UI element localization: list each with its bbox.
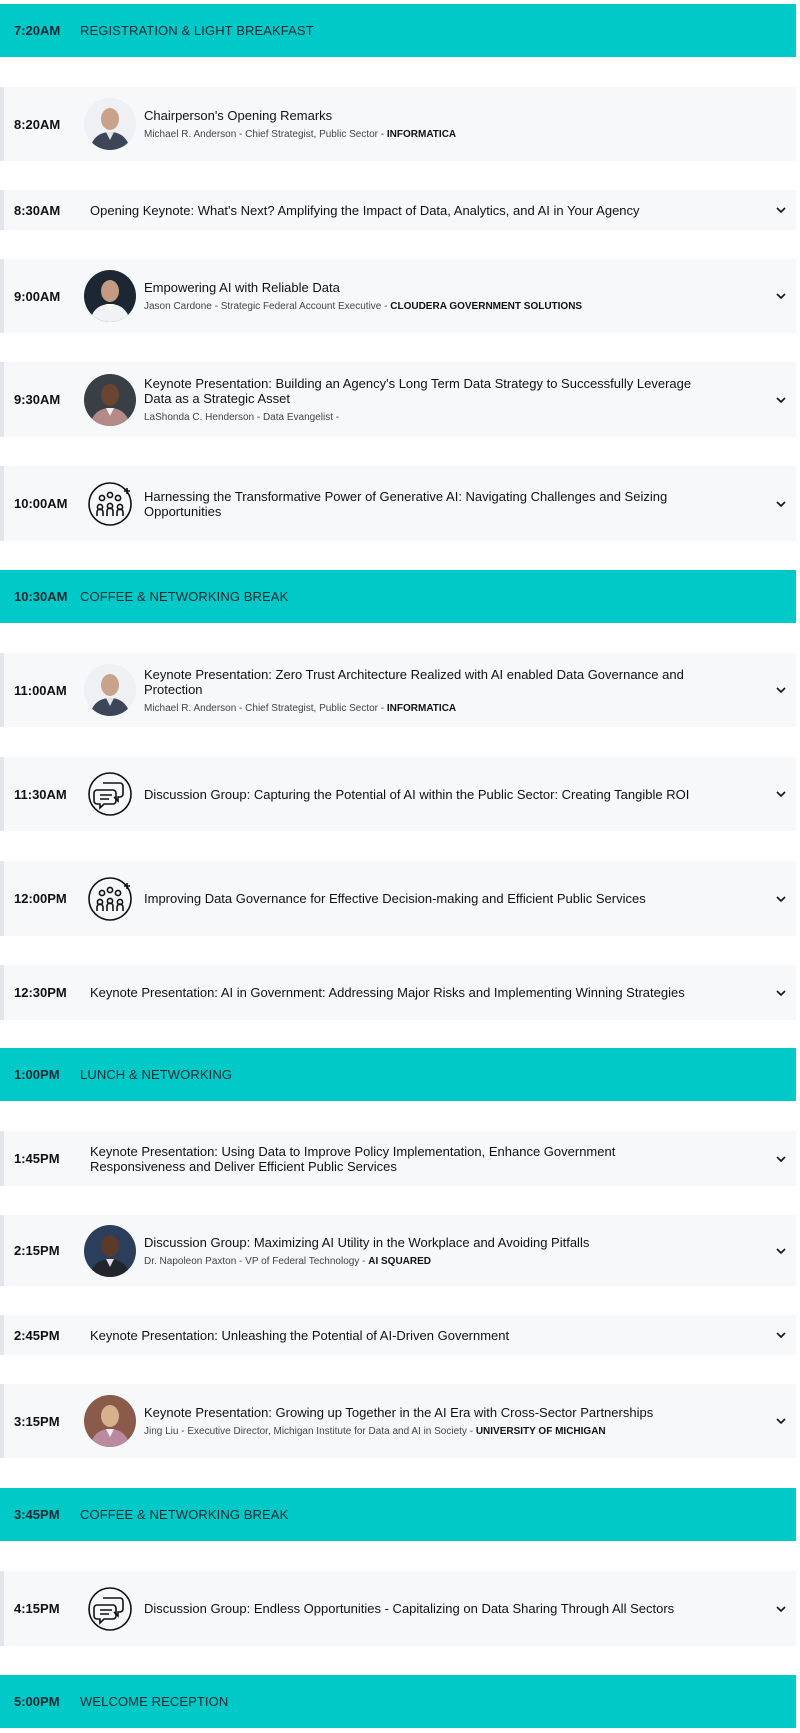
session-body — [144, 376, 696, 423]
session-body — [144, 280, 696, 312]
speaker-name: Jason Cardone - Strategic Federal Account Executive - — [144, 301, 391, 312]
break-time: 10:30AM — [14, 589, 68, 604]
session-body — [144, 667, 696, 714]
session-title: Opening Keynote: What's Next? Amplifying the Impact of Data, Analytics, and AI in Your Agency — [90, 202, 640, 218]
agenda-session[interactable] — [0, 1384, 796, 1458]
speaker-avatar — [84, 1395, 136, 1447]
break-time: 3:45PM — [14, 1507, 60, 1522]
agenda-session[interactable] — [0, 757, 796, 831]
agenda-session[interactable] — [0, 259, 796, 333]
speaker-avatar — [84, 374, 136, 426]
session-time: 9:30AM — [14, 392, 61, 407]
group-icon — [84, 873, 136, 925]
session-body — [144, 891, 696, 906]
agenda-session[interactable] — [0, 1215, 796, 1286]
break-time: 5:00PM — [14, 1694, 60, 1709]
session-body — [90, 985, 696, 1000]
session-title: Keynote Presentation: AI in Government: Addressing Major Risks and Implementing Winning Strategies — [90, 985, 685, 1000]
discussion-icon — [84, 768, 136, 820]
session-title: Chairperson's Opening Remarks — [144, 108, 333, 123]
session-title: Keynote Presentation: Zero Trust Architecture Realized with AI enabled Data Governance and Protection — [144, 666, 684, 697]
chevron-down-icon[interactable] — [774, 683, 788, 697]
session-speaker — [144, 412, 696, 423]
session-speaker — [144, 703, 696, 714]
agenda-break — [0, 4, 796, 57]
session-body — [144, 787, 696, 802]
speaker-organization: CLOUDERA GOVERNMENT SOLUTIONS — [390, 301, 583, 312]
session-speaker — [144, 301, 696, 312]
session-time: 12:00PM — [14, 891, 67, 906]
session-title: Keynote Presentation: Building an Agency's Long Term Data Strategy to Successfully Leverage Data as a Strategic Asset — [144, 376, 692, 406]
session-body — [144, 1601, 696, 1616]
agenda-break — [0, 570, 796, 623]
speaker-name: Dr. Napoleon Paxton - VP of Federal Technology - — [144, 1255, 369, 1267]
session-time: 4:15PM — [14, 1601, 60, 1616]
session-title: Discussion Group: Maximizing AI Utility in the Workplace and Avoiding Pitfalls — [144, 1234, 590, 1250]
speaker-avatar — [84, 270, 136, 322]
session-title: Keynote Presentation: Growing up Together in the AI Era with Cross-Sector Partnerships — [144, 1405, 654, 1420]
chevron-down-icon[interactable] — [774, 1328, 788, 1342]
chevron-down-icon[interactable] — [774, 892, 788, 906]
speaker-avatar — [84, 1225, 136, 1277]
chevron-down-icon[interactable] — [774, 1152, 788, 1166]
agenda-session[interactable] — [0, 362, 796, 437]
discussion-icon — [84, 1583, 136, 1635]
session-time: 2:15PM — [14, 1243, 60, 1258]
agenda-break — [0, 1048, 796, 1101]
session-body — [144, 1235, 696, 1267]
agenda-session[interactable] — [0, 1571, 796, 1646]
speaker-organization: INFORMATICA — [386, 129, 457, 140]
chevron-down-icon[interactable] — [774, 787, 788, 801]
agenda-session[interactable] — [0, 653, 796, 727]
session-title: Empowering AI with Reliable Data — [144, 280, 340, 295]
session-time: 9:00AM — [14, 288, 61, 304]
speaker-avatar — [84, 98, 136, 150]
session-title: Harnessing the Transformative Power of Generative AI: Navigating Challenges and Seizing Opportunities — [144, 488, 668, 519]
break-label: COFFEE & NETWORKING BREAK — [80, 589, 289, 604]
break-time: 7:20AM — [14, 23, 61, 38]
break-time: 1:00PM — [14, 1067, 60, 1082]
session-body — [90, 1328, 696, 1343]
session-body — [144, 1405, 696, 1437]
session-title: Discussion Group: Endless Opportunities - Capitalizing on Data Sharing Through All Sectors — [144, 1601, 675, 1616]
session-title: Keynote Presentation: Unleashing the Potential of AI-Driven Government — [90, 1327, 510, 1343]
speaker-name: Michael R. Anderson - Chief Strategist, Public Sector - — [144, 129, 387, 140]
session-title: Keynote Presentation: Using Data to Improve Policy Implementation, Enhance Government Responsiveness and Deliver Efficient Public Services — [90, 1143, 616, 1174]
break-label: REGISTRATION & LIGHT BREAKFAST — [80, 23, 314, 38]
agenda-session[interactable] — [0, 861, 796, 936]
speaker-name: LaShonda C. Henderson - Data Evangelist - — [144, 412, 340, 423]
group-icon — [84, 478, 136, 530]
session-time: 3:15PM — [14, 1413, 60, 1429]
chevron-down-icon[interactable] — [774, 1244, 788, 1258]
chevron-down-icon[interactable] — [774, 289, 788, 303]
session-speaker — [144, 129, 696, 140]
session-time: 8:30AM — [14, 202, 61, 218]
agenda-session[interactable] — [0, 1131, 796, 1186]
speaker-name: Michael R. Anderson - Chief Strategist, Public Sector - — [144, 702, 387, 714]
chevron-down-icon[interactable] — [774, 1602, 788, 1616]
speaker-organization: INFORMATICA — [386, 702, 457, 714]
break-label: WELCOME RECEPTION — [80, 1694, 229, 1709]
agenda-break — [0, 1675, 796, 1728]
session-time: 1:45PM — [14, 1151, 60, 1166]
session-time: 8:20AM — [14, 116, 61, 132]
session-time: 11:00AM — [14, 682, 67, 698]
agenda-session[interactable] — [0, 190, 796, 230]
session-speaker — [144, 1426, 696, 1437]
speaker-organization: UNIVERSITY OF MICHIGAN — [475, 1426, 606, 1437]
chevron-down-icon[interactable] — [774, 986, 788, 1000]
session-body — [90, 203, 696, 218]
session-time: 11:30AM — [14, 786, 67, 802]
break-label: COFFEE & NETWORKING BREAK — [80, 1507, 289, 1522]
agenda-session[interactable] — [0, 1315, 796, 1355]
session-time: 10:00AM — [14, 496, 68, 511]
session-time: 2:45PM — [14, 1327, 60, 1343]
agenda-session — [0, 87, 796, 161]
chevron-down-icon[interactable] — [774, 203, 788, 217]
agenda-break — [0, 1488, 796, 1541]
session-title: Discussion Group: Capturing the Potential of AI within the Public Sector: Creating Tangible ROI — [144, 786, 690, 802]
session-body — [144, 108, 696, 140]
speaker-organization: AI SQUARED — [368, 1255, 432, 1267]
agenda-session[interactable] — [0, 466, 796, 541]
speaker-avatar — [84, 664, 136, 716]
chevron-down-icon[interactable] — [774, 393, 788, 407]
chevron-down-icon[interactable] — [774, 1414, 788, 1428]
session-speaker — [144, 1256, 696, 1267]
session-title: Improving Data Governance for Effective Decision-making and Efficient Public Services — [144, 891, 646, 906]
session-body — [90, 1144, 696, 1174]
chevron-down-icon[interactable] — [774, 497, 788, 511]
speaker-name: Jing Liu - Executive Director, Michigan Institute for Data and AI in Society - — [144, 1426, 476, 1437]
agenda-session[interactable] — [0, 965, 796, 1020]
session-body — [144, 489, 696, 519]
session-time: 12:30PM — [14, 985, 67, 1000]
break-label: LUNCH & NETWORKING — [80, 1067, 233, 1082]
